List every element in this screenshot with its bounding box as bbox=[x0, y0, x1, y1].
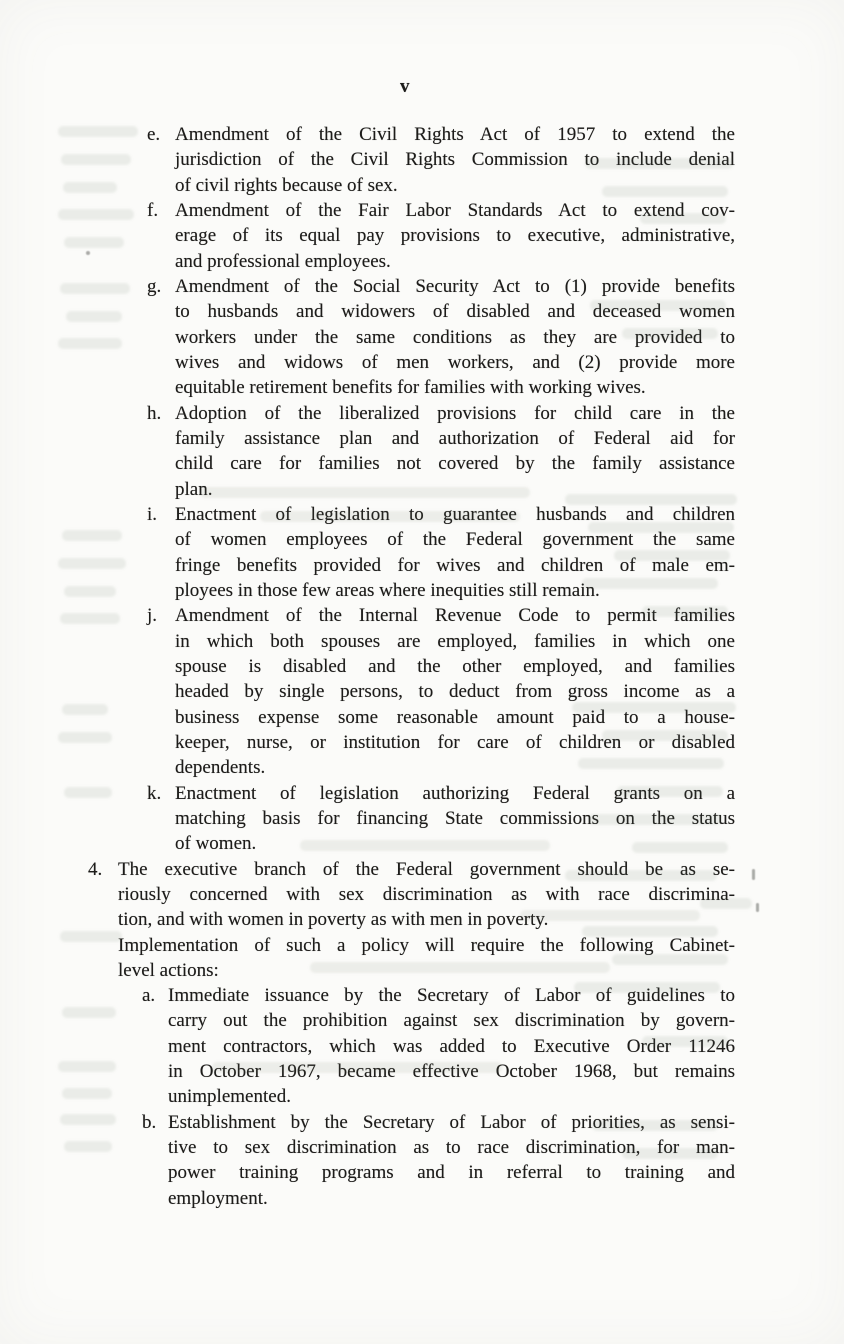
text-line: tive to sex discrimination as to race discrimination, for man- bbox=[168, 1137, 735, 1159]
text-line: headed by single persons, to deduct from gross income as a bbox=[175, 681, 735, 703]
text-line: in October 1967, became effective October 1968, but remains bbox=[168, 1061, 735, 1083]
list-marker: 4. bbox=[88, 858, 103, 880]
text-line: of women. bbox=[175, 833, 257, 855]
list-marker: h. bbox=[147, 402, 162, 424]
text-line: wives and widows of men workers, and (2) provide more bbox=[175, 351, 735, 373]
text-line: tion, and with women in poverty as with men in poverty. bbox=[118, 909, 549, 931]
item-text bbox=[168, 1110, 735, 1211]
item-text bbox=[175, 274, 735, 401]
text-line: Amendment of the Fair Labor Standards Act to extend cov- bbox=[175, 199, 735, 221]
item-text bbox=[175, 502, 735, 603]
list-marker: f. bbox=[147, 199, 159, 221]
text-line: of women employees of the Federal government the same bbox=[175, 529, 735, 551]
item-text bbox=[175, 603, 735, 780]
list-marker: j. bbox=[147, 605, 158, 627]
item-text bbox=[175, 198, 735, 274]
list-marker: g. bbox=[147, 275, 162, 297]
text-line: business expense some reasonable amount paid to a house- bbox=[175, 706, 735, 728]
list-item-i bbox=[0, 502, 844, 603]
item-text bbox=[175, 781, 735, 857]
page-number: v bbox=[400, 76, 410, 97]
text-line: spouse is disabled and the other employed, and families bbox=[175, 655, 735, 677]
text-line: employment. bbox=[168, 1187, 268, 1209]
list-item-k bbox=[0, 781, 844, 857]
text-line: dependents. bbox=[175, 757, 266, 779]
text-line: Amendment of the Internal Revenue Code to permit families bbox=[175, 605, 735, 627]
list-item-a bbox=[0, 983, 844, 1110]
text-line: Amendment of the Civil Rights Act of 1957 to extend the bbox=[175, 124, 735, 145]
text-line: ployees in those few areas where inequities still remain. bbox=[175, 579, 600, 601]
text-line: of civil rights because of sex. bbox=[175, 174, 398, 196]
text-line: level actions: bbox=[118, 959, 219, 981]
text-line: carry out the prohibition against sex discrimination by govern- bbox=[168, 1010, 735, 1032]
list-marker: a. bbox=[142, 985, 156, 1007]
list-marker: e. bbox=[147, 124, 161, 145]
text-line: child care for families not covered by the family assistance bbox=[175, 453, 735, 475]
text-line: Immediate issuance by the Secretary of Labor of guidelines to bbox=[168, 985, 735, 1007]
text-line: to husbands and widowers of disabled and deceased women bbox=[175, 301, 735, 323]
list-marker: k. bbox=[147, 782, 162, 804]
list-item-f bbox=[0, 198, 844, 274]
text-line: jurisdiction of the Civil Rights Commission to include denial bbox=[175, 149, 735, 171]
text-line: Implementation of such a policy will require the following Cabinet- bbox=[118, 934, 735, 956]
item-text bbox=[175, 401, 735, 502]
text-line: Amendment of the Social Security Act to (1) provide benefits bbox=[175, 275, 735, 297]
list-item-e bbox=[0, 122, 844, 198]
list-item-4 bbox=[0, 857, 844, 984]
list-marker: b. bbox=[142, 1111, 157, 1133]
text-line: power training programs and in referral to training and bbox=[168, 1162, 735, 1184]
text-line: Enactment of legislation to guarantee husbands and children bbox=[175, 503, 735, 525]
text-line: Adoption of the liberalized provisions for child care in the bbox=[175, 402, 735, 424]
text-line: workers under the same conditions as they are provided to bbox=[175, 326, 735, 348]
list-item-j bbox=[0, 603, 844, 780]
text-line: and professional employees. bbox=[175, 250, 391, 272]
list-item-b bbox=[0, 1110, 844, 1211]
text-line: Enactment of legislation authorizing Federal grants on a bbox=[175, 782, 735, 804]
text-line: The executive branch of the Federal government should be as se- bbox=[118, 858, 735, 880]
text-line: ment contractors, which was added to Executive Order 11246 bbox=[168, 1035, 735, 1057]
text-line: unimplemented. bbox=[168, 1086, 291, 1108]
item-text bbox=[168, 983, 735, 1110]
item-text bbox=[175, 122, 735, 198]
text-line: family assistance plan and authorization of Federal aid for bbox=[175, 427, 735, 449]
text-line: in which both spouses are employed, families in which one bbox=[175, 630, 735, 652]
document-body bbox=[0, 122, 844, 1211]
text-line: erage of its equal pay provisions to executive, administrative, bbox=[175, 225, 735, 247]
list-item-g bbox=[0, 274, 844, 401]
text-line: Establishment by the Secretary of Labor of priorities, as sensi- bbox=[168, 1111, 735, 1133]
text-line: keeper, nurse, or institution for care of children or disabled bbox=[175, 731, 735, 753]
text-line: matching basis for financing State commissions on the status bbox=[175, 807, 735, 829]
list-item-h bbox=[0, 401, 844, 502]
text-line: plan. bbox=[175, 478, 213, 500]
text-line: fringe benefits provided for wives and children of male em- bbox=[175, 554, 735, 576]
text-line: riously concerned with sex discrimination as with race discrimina- bbox=[118, 883, 735, 905]
list-marker: i. bbox=[147, 503, 158, 525]
item-text bbox=[118, 857, 735, 984]
text-line: equitable retirement benefits for families with working wives. bbox=[175, 377, 646, 399]
